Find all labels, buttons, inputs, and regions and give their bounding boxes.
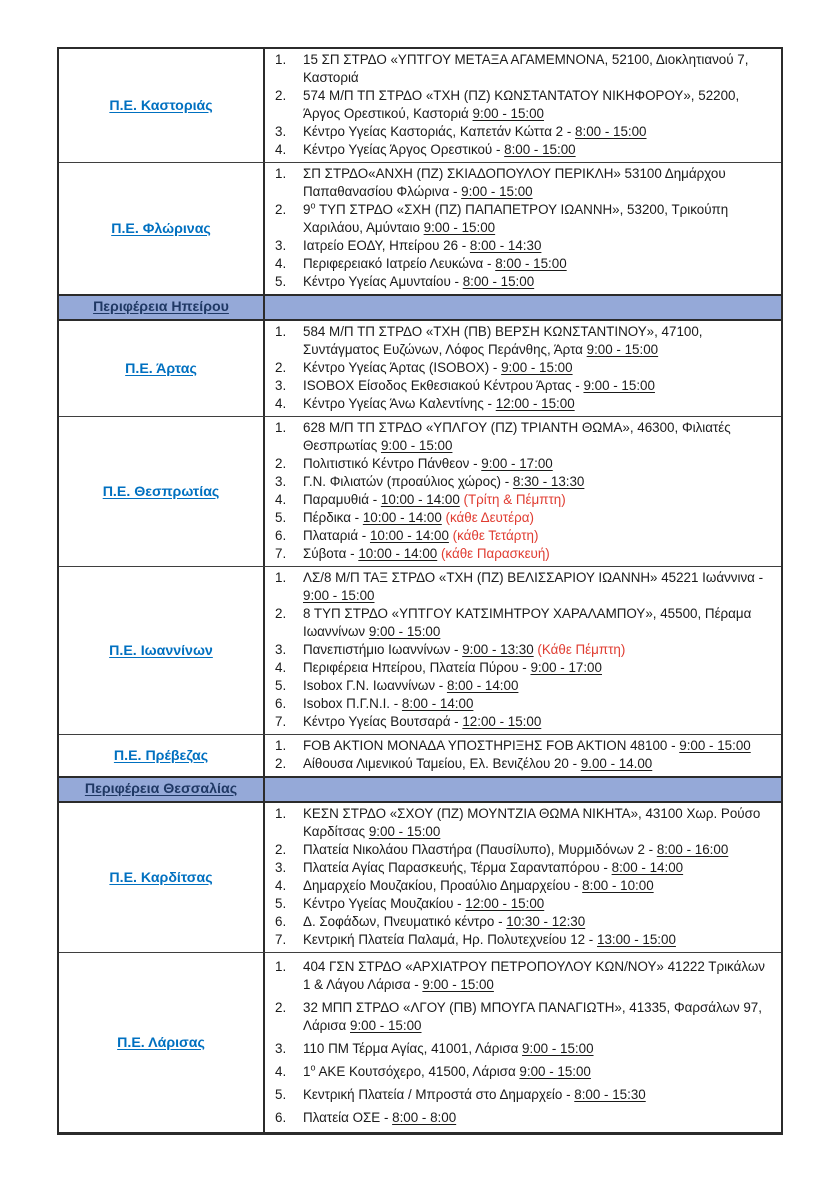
location-item-number: 2. [275, 202, 287, 217]
locations-cell [265, 296, 781, 319]
schedule-note: (κάθε Τετάρτη) [452, 528, 539, 543]
location-item-text [303, 1063, 773, 1081]
location-item-text [303, 841, 773, 859]
location-hours: 9:00 - 13:30 [462, 642, 534, 657]
location-item-text [303, 273, 773, 291]
location-hours: 8:00 - 16:00 [656, 842, 729, 857]
location-item-text [303, 641, 773, 659]
region-name-cell [59, 735, 265, 776]
location-item [275, 323, 773, 359]
location-hours: 10:00 - 14:00 [380, 492, 460, 507]
region-row [59, 49, 781, 162]
locations-cell [265, 567, 781, 734]
location-item-number: 6. [275, 914, 287, 929]
locations-cell [265, 735, 781, 776]
region-row [59, 566, 781, 734]
location-item-text [303, 491, 773, 509]
location-item-number: 2. [275, 999, 287, 1015]
location-list [275, 51, 773, 159]
location-text: Δημαρχείο Μουζακίου, Προαύλιο Δημαρχείου - [303, 878, 583, 893]
section-header-link[interactable]: Περιφέρεια Ηπείρου [93, 299, 229, 315]
location-text: ΣΠ ΣΤΡΔΟ«ΑΝΧΗ (ΠΖ) ΣΚΙΑΔΟΠΟΥΛΟΥ ΠΕΡΙΚΛΗ» 53100 Δημάρχου Παπαθανασίου Φλώρινα - [303, 166, 726, 199]
region-link[interactable]: Π.Ε. Λάρισας [117, 1034, 205, 1051]
region-name-cell [59, 567, 265, 734]
location-item-number: 1. [275, 806, 287, 821]
location-item-text [303, 201, 773, 237]
locations-cell [265, 417, 781, 566]
locations-cell [265, 49, 781, 162]
location-item-number: 7. [275, 714, 287, 729]
locations-cell [265, 778, 781, 801]
location-list [275, 165, 773, 291]
location-hours: 8:00 - 15:30 [574, 1086, 646, 1102]
location-item-text [303, 455, 773, 473]
location-text: ΤΥΠ ΣΤΡΔΟ «ΣΧΗ (ΠΖ) ΠΑΠΑΠΕΤΡΟΥ ΙΩΑΝΝΗ», 53200, Τρικούπη Χαριλάου, Αμύνταιο [303, 202, 729, 235]
location-item [275, 141, 773, 159]
location-item-number: 5. [275, 678, 287, 693]
location-item-number: 2. [275, 360, 287, 375]
location-list [275, 737, 773, 773]
location-item-text [303, 165, 773, 201]
location-item [275, 165, 773, 201]
location-item-text [303, 605, 773, 641]
location-item [275, 1083, 773, 1106]
section-header-link[interactable]: Περιφέρεια Θεσσαλίας [84, 781, 238, 797]
vaccination-points-table [57, 47, 783, 1135]
section-header-row [59, 294, 781, 321]
location-item [275, 695, 773, 713]
location-item-number: 3. [275, 124, 287, 139]
location-hours: 10:00 - 14:00 [369, 528, 449, 543]
location-hours: 8:00 - 15:00 [504, 142, 576, 157]
location-item-number: 2. [275, 88, 287, 103]
location-item-text [303, 737, 773, 755]
location-hours: 8:00 - 14:00 [401, 696, 474, 711]
location-hours: 9:00 - 15:00 [422, 976, 494, 992]
location-text: 32 ΜΠΠ ΣΤΡΔΟ «ΛΓΟΥ (ΠΒ) ΜΠΟΥΓΑ ΠΑΝΑΓΙΩΤΗ», 41335, Φαρσάλων 97, Λάρισα [303, 999, 762, 1033]
location-item-number: 3. [275, 860, 287, 875]
location-text: Γ.Ν. Φιλιατών (προαύλιος χώρος) - [303, 474, 513, 489]
location-text: 8 ΤΥΠ ΣΤΡΔΟ «ΥΠΤΓΟΥ ΚΑΤΣΙΜΗΤΡΟΥ ΧΑΡΑΛΑΜΠΟΥ», 45500, Πέραμα Ιωαννίνων [303, 606, 752, 639]
location-text: Αίθουσα Λιμενικού Ταμείου, Ελ. Βενιζέλου 20 - [303, 756, 581, 771]
location-item-text [303, 695, 773, 713]
location-item-number: 4. [275, 660, 287, 675]
location-hours: 9:00 - 15:00 [472, 106, 545, 121]
location-text: Παραμυθιά - [303, 492, 381, 507]
location-hours: 9:00 - 15:00 [586, 342, 659, 357]
location-item [275, 237, 773, 255]
location-hours: 8:30 - 13:30 [512, 474, 585, 489]
location-item [275, 895, 773, 913]
location-item [275, 713, 773, 731]
location-list [275, 955, 773, 1129]
location-hours: 8:00 - 15:00 [495, 256, 567, 271]
locations-cell [265, 953, 781, 1132]
location-item-text [303, 509, 773, 527]
location-item-number: 3. [275, 474, 287, 489]
location-item-number: 4. [275, 142, 287, 157]
location-item-number: 3. [275, 642, 287, 657]
location-item-number: 4. [275, 878, 287, 893]
location-item-text [303, 805, 773, 841]
location-item-text [303, 1086, 773, 1104]
location-hours: 12:00 - 15:00 [465, 896, 545, 911]
location-item [275, 569, 773, 605]
location-text: Πλαταριά - [303, 528, 370, 543]
location-text: ISOBOX Είσοδος Εκθεσιακού Κέντρου Άρτας - [303, 378, 584, 393]
location-item-text [303, 141, 773, 159]
location-item [275, 737, 773, 755]
location-hours: 8:00 - 14:30 [469, 238, 542, 253]
location-item-number: 1. [275, 570, 287, 585]
location-text: Σύβοτα - [303, 546, 359, 561]
location-text: ΚΕΣΝ ΣΤΡΔΟ «ΣΧΟΥ (ΠΖ) ΜΟΥΝΤΖΙΑ ΘΩΜΑ ΝΙΚΗΤΑ», 43100 Χωρ. Ρούσο Καρδίτσας [303, 806, 761, 839]
location-item [275, 955, 773, 996]
location-item-number: 4. [275, 396, 287, 411]
region-name-cell [59, 417, 265, 566]
location-item-text [303, 123, 773, 141]
location-text: Πέρδικα - [303, 510, 363, 525]
location-text: Κέντρο Υγείας Άρτας (ISOBOX) - [303, 360, 502, 375]
location-text: Πολιτιστικό Κέντρο Πάνθεον - [303, 456, 482, 471]
location-item-number: 2. [275, 756, 287, 771]
region-name-cell [59, 321, 265, 416]
location-text: 574 Μ/Π ΤΠ ΣΤΡΔΟ «ΤΧΗ (ΠΖ) ΚΩΝΣΤΑΝΤΑΤΟΥ ΝΙΚΗΦΟΡΟΥ», 52200, Άργος Ορεστικού, Καστοριά [303, 88, 740, 121]
schedule-note: (κάθε Παρασκευή) [440, 546, 550, 561]
location-item [275, 255, 773, 273]
location-item-text [303, 359, 773, 377]
location-text: Κεντρική Πλατεία / Μπροστά στο Δημαρχείο - [303, 1086, 575, 1102]
location-text: 628 Μ/Π ΤΠ ΣΤΡΔΟ «ΥΠΛΓΟΥ (ΠΖ) ΤΡΙΑΝΤΗ ΘΩΜΑ», 46300, Φιλιατές Θεσπρωτίας [303, 420, 731, 453]
region-row [59, 416, 781, 566]
location-item-text [303, 237, 773, 255]
location-item-number: 2. [275, 606, 287, 621]
location-item [275, 527, 773, 545]
location-hours: 9:00 - 15:00 [380, 438, 453, 453]
location-item [275, 491, 773, 509]
location-text: Περιφέρεια Ηπείρου, Πλατεία Πύρου - [303, 660, 531, 675]
location-item-text [303, 1040, 773, 1058]
location-item-number: 2. [275, 842, 287, 857]
location-hours: 9:00 - 15:00 [519, 1063, 591, 1079]
location-item-text [303, 545, 773, 563]
location-item [275, 1037, 773, 1060]
location-item [275, 755, 773, 773]
location-item [275, 913, 773, 931]
location-item-number: 4. [275, 256, 287, 271]
location-hours: 8:00 - 8:00 [392, 1109, 457, 1125]
region-link[interactable]: Π.Ε. Πρέβεζας [113, 747, 209, 764]
location-text: FOB AKTION ΜΟΝΑΔΑ ΥΠΟΣΤΗΡΙΞΗΣ FOB AKTION 48100 - [303, 738, 680, 753]
location-text: 110 ΠΜ Τέρμα Αγίας, 41001, Λάρισα [303, 1040, 523, 1056]
location-item [275, 859, 773, 877]
location-text: Πλατεία Νικολάου Πλαστήρα (Παυσίλυπο), Μυρμιδόνων 2 - [303, 842, 657, 857]
location-text: Isobox Γ.Ν. Ιωαννίνων - [303, 678, 447, 693]
location-item [275, 123, 773, 141]
region-name-cell [59, 163, 265, 294]
location-hours: 8:00 - 15:00 [462, 274, 535, 289]
location-text: Ιατρείο ΕΟΔΥ, Ηπείρου 26 - [303, 238, 470, 253]
location-text: Isobox Π.Γ.Ν.Ι. - [303, 696, 402, 711]
location-text: Κέντρο Υγείας Αμυνταίου - [303, 274, 463, 289]
location-item [275, 931, 773, 949]
location-item-number: 3. [275, 378, 287, 393]
region-name-cell [59, 803, 265, 952]
location-item [275, 51, 773, 87]
region-row [59, 734, 781, 776]
location-item-text [303, 569, 773, 605]
location-text: Κέντρο Υγείας Άργος Ορεστικού - [303, 142, 505, 157]
location-text: Πλατεία Αγίας Παρασκευής, Τέρμα Σαρανταπόρου - [303, 860, 612, 875]
region-link[interactable]: Π.Ε. Ιωαννίνων [109, 642, 213, 659]
location-item [275, 841, 773, 859]
location-item-number: 1. [275, 52, 287, 67]
location-item-text [303, 895, 773, 913]
location-hours: 10:30 - 12:30 [506, 914, 586, 929]
region-row [59, 162, 781, 294]
location-hours: 9:00 - 15:00 [461, 184, 533, 199]
location-text: Δ. Σοφάδων, Πνευματικό κέντρο - [303, 914, 507, 929]
location-hours: 8:00 - 15:00 [575, 124, 647, 139]
location-hours: 10:00 - 14:00 [358, 546, 438, 561]
location-item-text [303, 677, 773, 695]
location-item-number: 7. [275, 932, 287, 947]
location-item-text [303, 377, 773, 395]
ordinal-superscript: ο [310, 1062, 316, 1073]
location-text: 404 ΓΣΝ ΣΤΡΔΟ «ΑΡΧΙΑΤΡΟΥ ΠΕΤΡΟΠΟΥΛΟΥ ΚΩΝ/ΝΟΥ» 41222 Τρικάλων 1 & Λάγου Λάρισα - [303, 958, 765, 992]
location-item-text [303, 473, 773, 491]
location-item [275, 1060, 773, 1083]
location-item-number: 1. [275, 420, 287, 435]
location-item-number: 7. [275, 546, 287, 561]
location-text: Κέντρο Υγείας Καστοριάς, Καπετάν Κώττα 2 - [303, 124, 576, 139]
location-item [275, 395, 773, 413]
location-text: 584 Μ/Π ΤΠ ΣΤΡΔΟ «ΤΧΗ (ΠΒ) ΒΕΡΣΗ ΚΩΝΣΤΑΝΤΙΝΟΥ», 47100, Συντάγματος Ευζώνων, Λόφος Περάνθης, Άρτα [303, 324, 703, 357]
location-item [275, 455, 773, 473]
location-item [275, 1106, 773, 1129]
location-item-number: 1. [275, 324, 287, 339]
location-item-text [303, 931, 773, 949]
schedule-note: (κάθε Δευτέρα) [445, 510, 534, 525]
location-item [275, 473, 773, 491]
locations-cell [265, 163, 781, 294]
location-item [275, 359, 773, 377]
locations-cell [265, 321, 781, 416]
location-hours: 8:00 - 14:00 [611, 860, 684, 875]
location-item [275, 996, 773, 1037]
location-hours: 9:00 - 15:00 [368, 624, 441, 639]
region-row [59, 952, 781, 1132]
location-hours: 9:00 - 17:00 [530, 660, 602, 675]
locations-cell [265, 803, 781, 952]
region-link[interactable]: Π.Ε. Θεσπρωτίας [102, 483, 220, 500]
region-name-cell [59, 49, 265, 162]
location-item [275, 659, 773, 677]
location-item [275, 545, 773, 563]
location-item-text [303, 999, 773, 1035]
location-item-text [303, 87, 773, 123]
section-header-row [59, 776, 781, 803]
location-list [275, 323, 773, 413]
location-hours: 8:00 - 14:00 [446, 678, 519, 693]
location-hours: 9:00 - 15:00 [423, 220, 496, 235]
location-text: ΛΣ/8 Μ/Π ΤΑΞ ΣΤΡΔΟ «ΤΧΗ (ΠΖ) ΒΕΛΙΣΣΑΡΙΟΥ ΙΩΑΝΝΗ» 45221 Ιωάννινα - [303, 570, 764, 585]
location-item-number: 6. [275, 1109, 287, 1125]
location-text: Κέντρο Υγείας Μουζακίου - [303, 896, 466, 911]
location-hours: 12:00 - 15:00 [495, 396, 575, 411]
location-item [275, 273, 773, 291]
region-name-cell [59, 953, 265, 1132]
location-hours: 9.00 - 14.00 [580, 756, 653, 771]
region-row [59, 803, 781, 952]
location-item-text [303, 958, 773, 994]
location-hours: 9:00 - 15:00 [522, 1040, 594, 1056]
location-hours: 9:00 - 15:00 [501, 360, 573, 375]
location-list [275, 805, 773, 949]
location-item-text [303, 527, 773, 545]
location-item-text [303, 877, 773, 895]
location-hours: 9:00 - 15:00 [368, 824, 441, 839]
location-item-number: 6. [275, 528, 287, 543]
location-text: Πλατεία ΟΣΕ - [303, 1109, 393, 1125]
location-hours: 9:00 - 15:00 [679, 738, 751, 753]
location-hours: 10:00 - 14:00 [362, 510, 442, 525]
location-text: Πανεπιστήμιο Ιωαννίνων - [303, 642, 463, 657]
location-item-number: 3. [275, 1040, 287, 1056]
location-text: 9 [303, 202, 311, 217]
location-text: 15 ΣΠ ΣΤΡΔΟ «ΥΠΤΓΟΥ ΜΕΤΑΞΑ ΑΓΑΜΕΜΝΟΝΑ, 52100, Διοκλητιανού 7, Καστοριά [303, 52, 749, 85]
location-text: Περιφερειακό Ιατρείο Λευκώνα - [303, 256, 496, 271]
region-link[interactable]: Π.Ε. Φλώρινας [111, 220, 211, 237]
location-item [275, 877, 773, 895]
location-item-number: 1. [275, 166, 287, 181]
location-item [275, 509, 773, 527]
location-item [275, 605, 773, 641]
location-text: ΑΚΕ Κουτσόχερο, 41500, Λάρισα [315, 1063, 520, 1079]
location-item-text [303, 255, 773, 273]
location-item [275, 377, 773, 395]
location-item-number: 5. [275, 510, 287, 525]
region-link[interactable]: Π.Ε. Καστοριάς [109, 97, 213, 114]
location-item-number: 4. [275, 1063, 287, 1079]
location-hours: 9:00 - 15:00 [583, 378, 655, 393]
location-item [275, 677, 773, 695]
location-item-text [303, 419, 773, 455]
location-item [275, 641, 773, 659]
location-item-text [303, 323, 773, 359]
location-item-text [303, 1109, 773, 1127]
location-list [275, 569, 773, 731]
location-hours: 12:00 - 15:00 [462, 714, 542, 729]
section-header-cell [59, 778, 265, 801]
location-hours: 13:00 - 15:00 [597, 932, 676, 947]
location-hours: 9:00 - 17:00 [481, 456, 553, 471]
location-text: Κέντρο Υγείας Άνω Καλεντίνης - [303, 396, 496, 411]
region-row [59, 321, 781, 416]
location-item-text [303, 913, 773, 931]
region-link[interactable]: Π.Ε. Καρδίτσας [109, 869, 213, 886]
location-item [275, 805, 773, 841]
location-item-number: 1. [275, 738, 287, 753]
location-item-text [303, 713, 773, 731]
location-item-number: 3. [275, 238, 287, 253]
location-item-number: 2. [275, 456, 287, 471]
location-item-number: 1. [275, 958, 287, 974]
location-item-text [303, 395, 773, 413]
location-hours: 8:00 - 10:00 [582, 878, 654, 893]
location-item-number: 5. [275, 1086, 287, 1102]
location-list [275, 419, 773, 563]
location-item-number: 4. [275, 492, 287, 507]
location-item-text [303, 51, 773, 87]
region-link[interactable]: Π.Ε. Άρτας [125, 360, 197, 377]
location-item [275, 87, 773, 123]
location-item-number: 6. [275, 696, 287, 711]
section-header-cell [59, 296, 265, 319]
location-item-text [303, 755, 773, 773]
location-text: Κεντρική Πλατεία Παλαμά, Ηρ. Πολυτεχνείου 12 - [303, 932, 597, 947]
location-item-text [303, 659, 773, 677]
ordinal-superscript: ο [310, 200, 316, 211]
schedule-note: (Τρίτη & Πέμπτη) [463, 492, 566, 507]
location-text: 1 [303, 1063, 311, 1079]
location-item-text [303, 859, 773, 877]
schedule-note: (Κάθε Πέμπτη) [537, 642, 626, 657]
location-item [275, 201, 773, 237]
location-text: Κέντρο Υγείας Βουτσαρά - [303, 714, 463, 729]
location-hours: 9:00 - 15:00 [350, 1017, 422, 1033]
location-hours: 9:00 - 15:00 [303, 588, 375, 603]
location-item-number: 5. [275, 896, 287, 911]
location-item [275, 419, 773, 455]
location-item-number: 5. [275, 274, 287, 289]
